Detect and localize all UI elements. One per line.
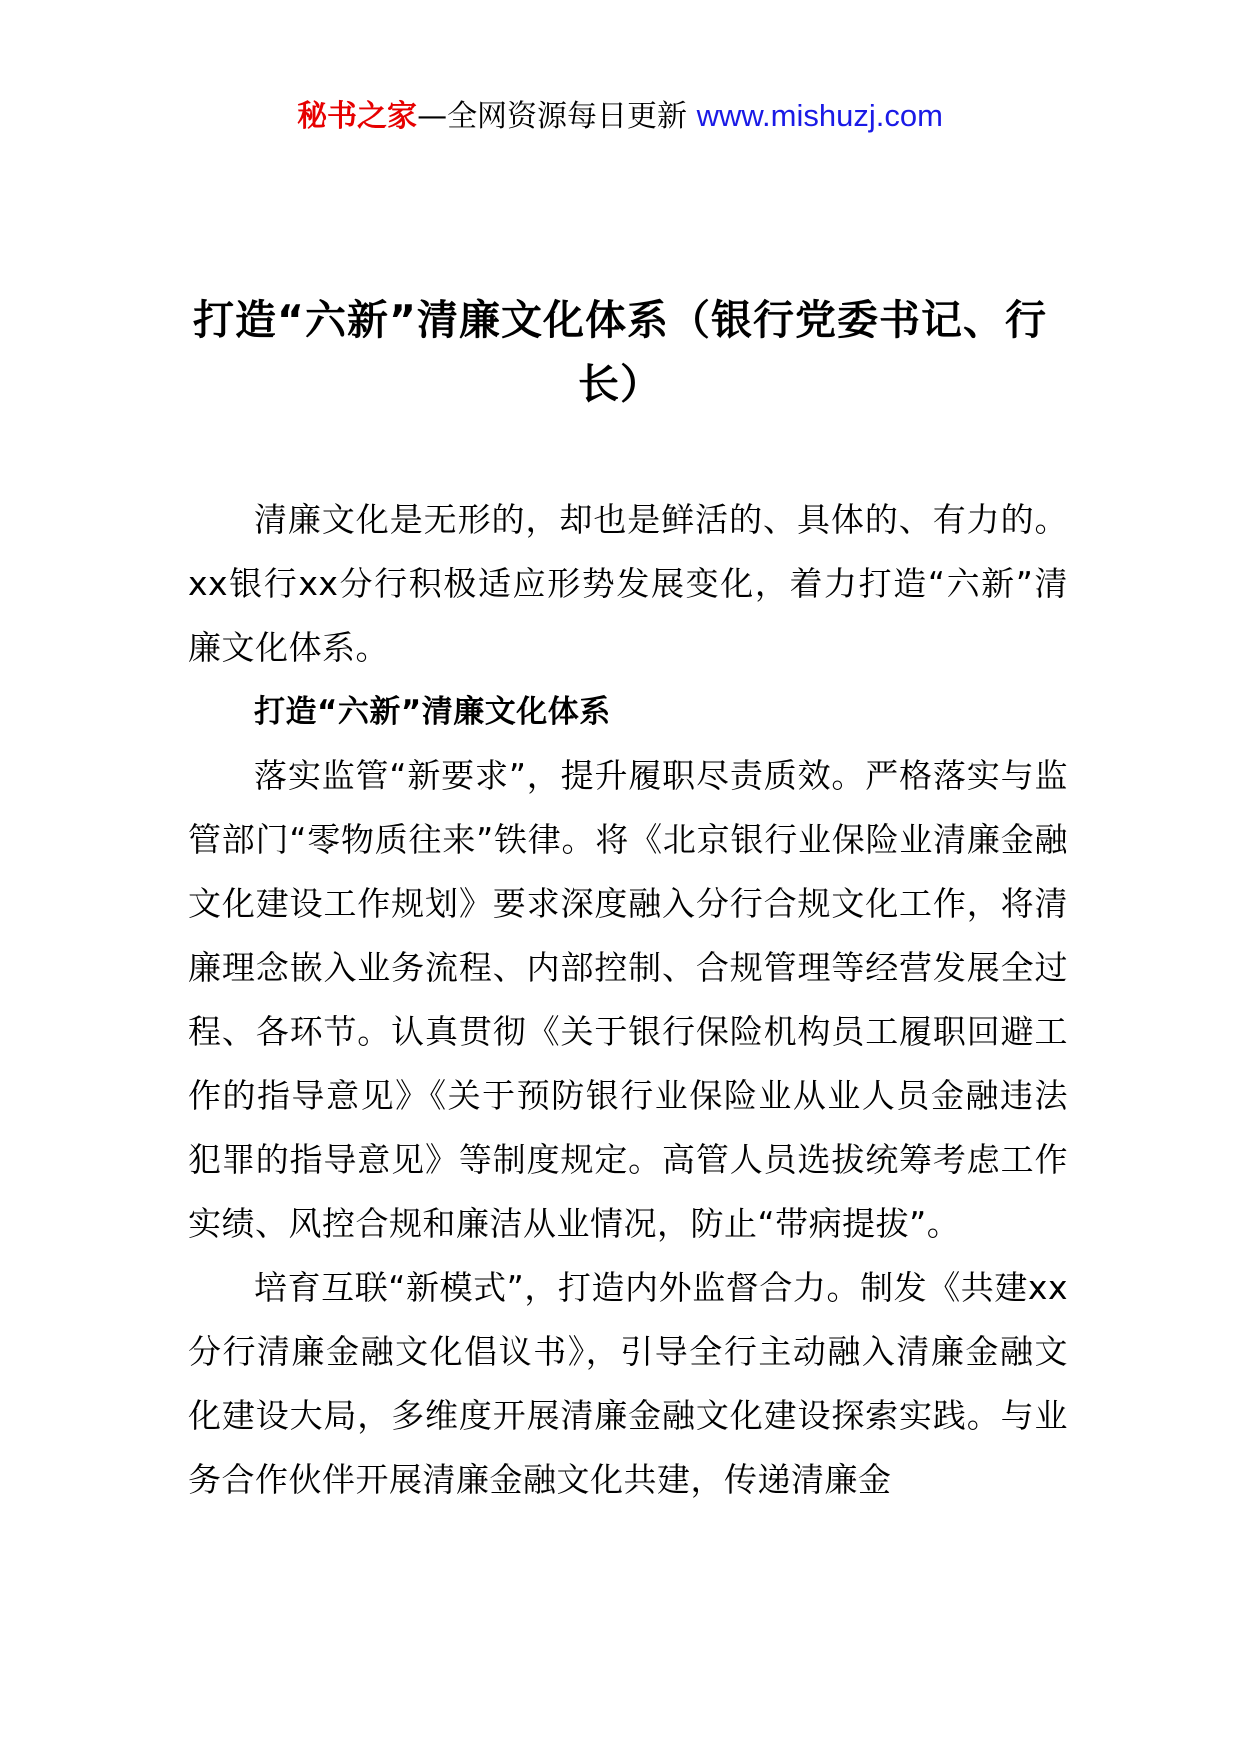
- body-paragraph: 落实监管“新要求”，提升履职尽责质效。严格落实与监管部门“零物质往来”铁律。将《北京银行业保险业清廉金融文化建设工作规划》要求深度融入分行合规文化工作，将清廉理念嵌入业务流程、内部控制、合规管理等经营发展全过程、各环节。认真贯彻《关于银行保险机构员工履职回避工作的指导意见》《关于预防银行业保险业从业人员金融违法犯罪的指导意见》等制度规定。高管人员选拔统筹考虑工作实绩、风控合规和廉洁从业情况，防止“带病提拔”。: [188, 756, 1068, 1243]
- document-title: 打造“六新”清廉文化体系（银行党委书记、行长）: [193, 296, 1047, 408]
- site-tagline: —全网资源每日更新: [417, 99, 688, 134]
- body-paragraph: 培育互联“新模式”，打造内外监督合力。制发《共建xx分行清廉金融文化倡议书》，引导全行主动融入清廉金融文化建设大局，多维度开展清廉金融文化建设探索实践。与业务合作伙伴开展清廉金融文化共建，传递清廉金: [188, 1268, 1068, 1499]
- site-url-link[interactable]: www.mishuzj.com: [696, 98, 943, 133]
- site-brand: 秘书之家: [297, 99, 418, 134]
- intro-paragraph: 清廉文化是无形的，却也是鲜活的、具体的、有力的。xx银行xx分行积极适应形势发展变化，着力打造“六新”清廉文化体系。: [188, 500, 1068, 667]
- section-heading: 打造“六新”清廉文化体系: [254, 694, 611, 730]
- site-header: [0, 96, 1240, 137]
- document-body: [188, 488, 1068, 1512]
